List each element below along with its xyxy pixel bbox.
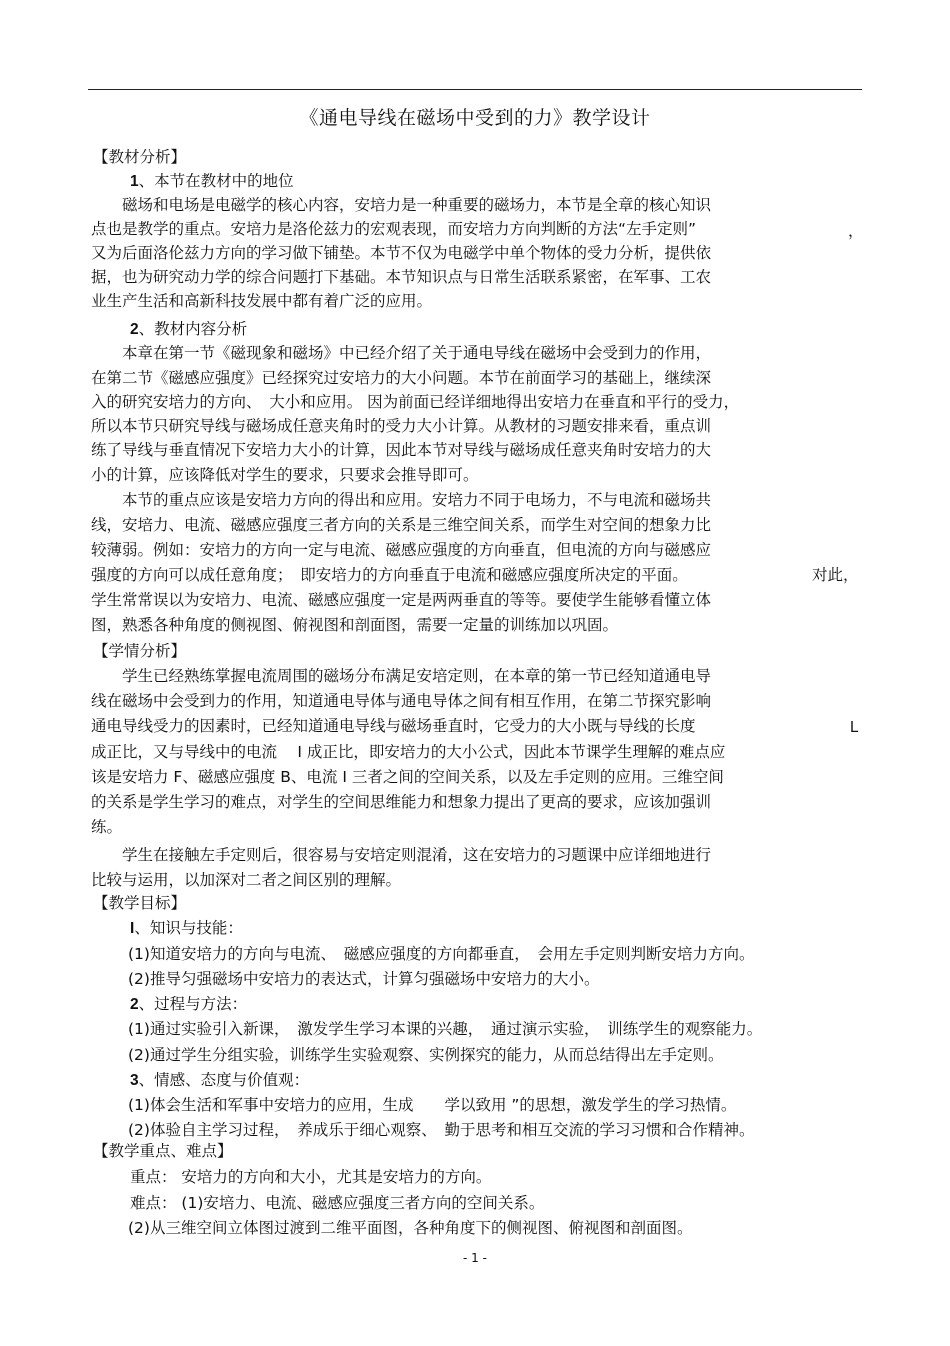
stray-comma: ， [848, 222, 864, 240]
list-item: (2)推导匀强磁场中安培力的表达式，计算匀强磁场中安培力的大小。 [128, 970, 600, 988]
key-point-line: 重点： 安培力的方向和大小，尤其是安培力的方向。 [130, 1168, 492, 1186]
subheading-number: 2 [130, 321, 139, 338]
paragraph-line: 该是安培力 F、磁感应强度 B、电流 I 三者之间的空间关系，以及左手定则的应用。三维空间 [91, 768, 724, 786]
paragraph-line: 通电导线受力的因素时，已经知道通电导线与磁场垂直时，它受力的大小既与导线的长度 [91, 717, 696, 735]
paragraph-line: 图，熟悉各种角度的侧视图、俯视图和剖面图，需要一定量的训练加以巩固。 [91, 616, 619, 634]
subheading-text: 、情感、态度与价值观： [138, 1071, 310, 1089]
paragraph-line: 所以本节只研究导线与磁场成任意夹角时的受力大小计算。从教材的习题安排来看，重点训 [91, 417, 712, 435]
paragraph-line: 在第二节《磁感应强度》已经探究过安培力的大小问题。本节在前面学习的基础上，继续深 [91, 369, 712, 387]
paragraph-line: 本节的重点应该是安培力方向的得出和应用。安培力不同于电场力，不与电流和磁场共 [122, 491, 712, 509]
paragraph-line: 业生产生活和高新科技发展中都有着广泛的应用。 [91, 292, 433, 310]
section-heading-student-analysis: 【学情分析】 [93, 642, 187, 660]
subheading-number: 3 [130, 1072, 139, 1089]
paragraph-line: 线在磁场中会受到力的作用，知道通电导体与通电导体之间有相互作用，在第二节探究影响 [91, 692, 712, 710]
paragraph-line: 入的研究安培力的方向、 大小和应用。 因为前面已经详细地得出安培力在垂直和平行的受力， [91, 393, 740, 411]
paragraph-line: 练了导线与垂直情况下安培力大小的计算，因此本节对导线与磁场成任意夹角时安培力的大 [91, 441, 712, 459]
difficulty-line: 难点： (1)安培力、电流、磁感应强度三者方向的空间关系。 [130, 1194, 545, 1212]
paragraph-line: 的关系是学生学习的难点，对学生的空间思维能力和想象力提出了更高的要求，应该加强训 [91, 793, 712, 811]
list-item: (2)体验自主学习过程， 养成乐于细心观察、 勤于思考和相互交流的学习习惯和合作精神。 [128, 1121, 755, 1139]
trailing-text: 对此， [812, 566, 859, 584]
stray-letter-L: L [850, 719, 859, 736]
section-heading-teaching-goals: 【教学目标】 [93, 894, 187, 912]
list-item: (1)通过实验引入新课， 激发学生学习本课的兴趣， 通过演示实验， 训练学生的观察能力。 [128, 1020, 763, 1038]
paragraph-line: 点也是教学的重点。安培力是洛伦兹力的宏观表现，而安培力方向判断的方法“左手定则” [91, 220, 697, 238]
section-heading-textbook-analysis: 【教材分析】 [93, 148, 187, 166]
section-heading-key-points: 【教学重点、难点】 [93, 1142, 233, 1160]
paragraph-line: 成正比，又与导线中的电流 I 成正比，即安培力的大小公式，因此本节课学生理解的难点应 [91, 743, 726, 761]
paragraph-line: 学生在接触左手定则后，很容易与安培定则混淆，这在安培力的习题课中应详细地进行 [122, 846, 712, 864]
paragraph-line: 练。 [91, 818, 123, 836]
list-item: (1)知道安培力的方向与电流、 磁感应强度的方向都垂直， 会用左手定则判断安培力方向。 [128, 945, 755, 963]
paragraph-line: 强度的方向可以成任意角度； 即安培力的方向垂直于电流和磁感应强度所决定的平面。 [91, 566, 688, 584]
list-item: (1)体会生活和军事中安培力的应用，生成 学以致用 ”的思想，激发学生的学习热情。 [128, 1096, 737, 1114]
subheading-content [130, 318, 247, 341]
paragraph-line: 本章在第一节《磁现象和磁场》中已经介绍了关于通电导线在磁场中会受到力的作用， [122, 344, 712, 362]
subheading-text: 、教材内容分析 [138, 320, 248, 338]
paragraph-line: 小的计算，应该降低对学生的要求，只要求会推导即可。 [91, 466, 479, 484]
paragraph-line: 又为后面洛伦兹力方向的学习做下铺垫。本节不仅为电磁学中单个物体的受力分析，提供依 [91, 244, 712, 262]
subheading-position [130, 170, 294, 193]
subheading-text: 、本节在教材中的地位 [138, 172, 294, 190]
paragraph-line: 较薄弱。例如：安培力的方向一定与电流、磁感应强度的方向垂直，但电流的方向与磁感应 [91, 541, 712, 559]
list-item: (2)通过学生分组实验，训练学生实验观察、实例探究的能力，从而总结得出左手定则。 [128, 1046, 724, 1064]
paragraph-line: 据，也为研究动力学的综合问题打下基础。本节知识点与日常生活联系紧密，在军事、工农 [91, 268, 712, 286]
paragraph-line: 线，安培力、电流、磁感应强度三者方向的关系是三维空间关系，而学生对空间的想象力比 [91, 516, 712, 534]
subheading-process [130, 993, 247, 1016]
page-number: - 1 - [463, 1251, 487, 1265]
subheading-number: I [130, 920, 135, 937]
paragraph-line: 学生已经熟练掌握电流周围的磁场分布满足安培定则，在本章的第一节已经知道通电导 [122, 667, 712, 685]
header-rule [88, 89, 862, 90]
difficulty-line: (2)从三维空间立体图过渡到二维平面图，各种角度下的侧视图、俯视图和剖面图。 [128, 1219, 693, 1237]
paragraph-line: 比较与运用，以加深对二者之间区别的理解。 [91, 871, 402, 889]
paragraph-line: 磁场和电场是电磁学的核心内容，安培力是一种重要的磁场力，本节是全章的核心知识 [122, 196, 712, 214]
subheading-attitude [130, 1069, 309, 1092]
paragraph-line: 学生常常误以为安培力、电流、磁感应强度一定是两两垂直的等等。要使学生能够看懂立体 [91, 591, 712, 609]
document-title: 《通电导线在磁场中受到的力》教学设计 [299, 107, 651, 129]
subheading-number: 1 [130, 173, 139, 190]
subheading-text: 、过程与方法： [138, 995, 248, 1013]
subheading-text: 、知识与技能： [134, 919, 243, 937]
subheading-number: 2 [130, 996, 139, 1013]
subheading-knowledge [130, 917, 243, 940]
